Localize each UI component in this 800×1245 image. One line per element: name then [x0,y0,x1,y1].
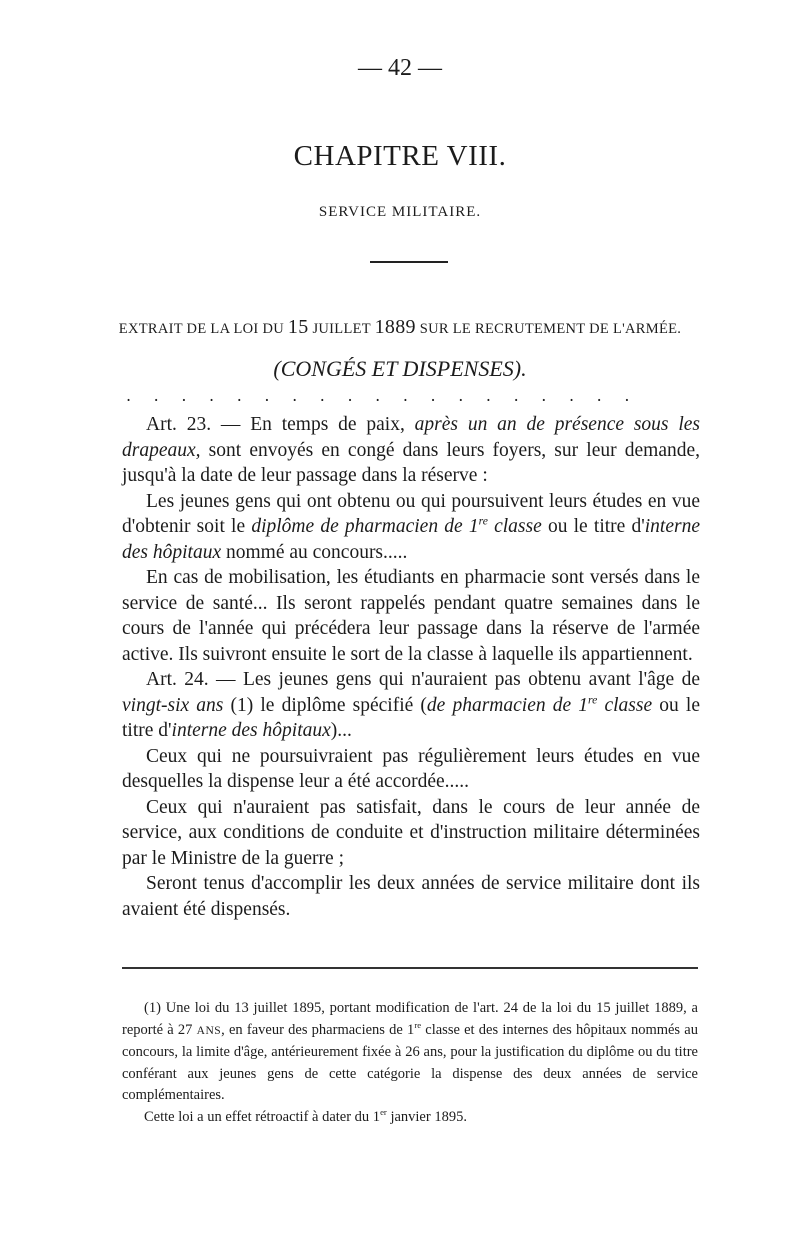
footnote-body [122,998,698,1107]
text-span: (1) le diplôme spécifié ( [223,694,427,716]
footnote-divider [122,967,698,969]
small-caps-span: ANS [196,1024,222,1037]
text-span: classe et des internes des hôpitaux nommés au concours, la limite d'âge, antérieurement fixée à 26 ans, pour la justification du diplôme ou du titre conférant aux jeunes gens de cette catégorie la dispense des deux années de service complémentaires. [122,1021,698,1103]
text-span: Art. 23. — En temps de paix, [146,414,415,435]
italic-span: interne des hôpitaux [122,516,700,563]
italic-span [427,695,652,716]
chapter-title: CHAPITRE VIII. [293,140,507,172]
footnote-retroactif [122,1107,698,1129]
extrait-day: 15 [287,316,309,338]
extrait-year: 1889 [374,316,416,338]
text-span: ou le titre d' [122,694,700,741]
paragraph-mobilisation: En cas de mobilisation, les étudiants en pharmacie sont versés dans le service de santé... Ils seront rappelés pendant quatre semaines dans le cours de l'année qui précédera leur passage dans la réserve de l'armée active. Ils suivront ensuite le sort de la classe à laquelle ils appartiennent. [122,567,700,665]
subtitle: (CONGÉS ET DISPENSES). [273,356,527,381]
text-span: ou le titre d' [541,516,645,537]
extrait-part3: SUR LE RECRUTEMENT DE L'ARMÉE. [415,321,682,337]
italic-span [251,516,541,537]
text-span: Art. 24. — Les jeunes gens qui n'auraient pas obtenu avant l'âge de [146,669,700,690]
superscript: re [588,693,598,706]
paragraph-satisfait: Ceux qui n'auraient pas satisfait, dans le cours de leur année de service, aux conditions de conduite et d'instruction militaire déterminées par le Ministre de la guerre ; [122,796,700,869]
italic-span: interne des hôpitaux [171,720,331,741]
ellipsis-row: ................... [126,386,653,405]
italic-span: vingt-six ans [122,694,224,716]
extrait-part1: EXTRAIT DE LA LOI DU [118,321,288,337]
text-span: nommé au concours..... [221,541,408,563]
paragraph-seront-tenus: Seront tenus d'accomplir les deux années de service militaire dont ils avaient été dispensés. [122,873,700,920]
text-span: janvier 1895. [386,1108,467,1125]
section-title: SERVICE MILITAIRE. [318,204,482,220]
footnote [122,998,698,1128]
text-span: , en faveur des pharmaciens de 1 [221,1021,415,1038]
superscript: er [380,1106,387,1117]
text-span: sont envoyés en congé dans leurs foyers, sur leur demande, jusqu'à la date de leur passage dans la réserve : [122,439,700,486]
paragraph-etudes [122,489,700,566]
text-span: (1) Une loi du 13 juillet 1895, portant modification de l'art. 24 de la loi du 15 juillet 1889, a reporté à 27 [122,1000,698,1038]
text-span: Les jeunes gens qui ont obtenu ou qui poursuivent leurs études en vue d'obtenir soit le [122,490,700,537]
text-span: classe [487,516,542,537]
text-span: Cette loi a un effet rétroactif à dater du 1 [144,1108,381,1125]
paragraph-poursuivraient: Ceux qui ne poursuivraient pas régulièrement leurs études en vue desquelles la dispense leur a été accordée..... [122,745,700,792]
page-number: — 42 — [358,55,442,81]
paragraph-art23 [122,412,700,489]
body-text [122,412,700,922]
superscript: re [414,1019,422,1030]
text-span: )... [330,720,352,741]
paragraph-art24 [122,667,700,744]
text-span: de pharmacien de 1 [426,694,589,716]
extrait-heading [0,316,800,339]
superscript: re [478,514,488,528]
italic-span: après un an de présence sous les drapeaux, [122,414,701,461]
short-divider [370,261,448,263]
text-span: diplôme de pharmacien de 1 [251,516,479,537]
text-span: classe [597,694,653,716]
extrait-part2: JUILLET [308,321,375,337]
